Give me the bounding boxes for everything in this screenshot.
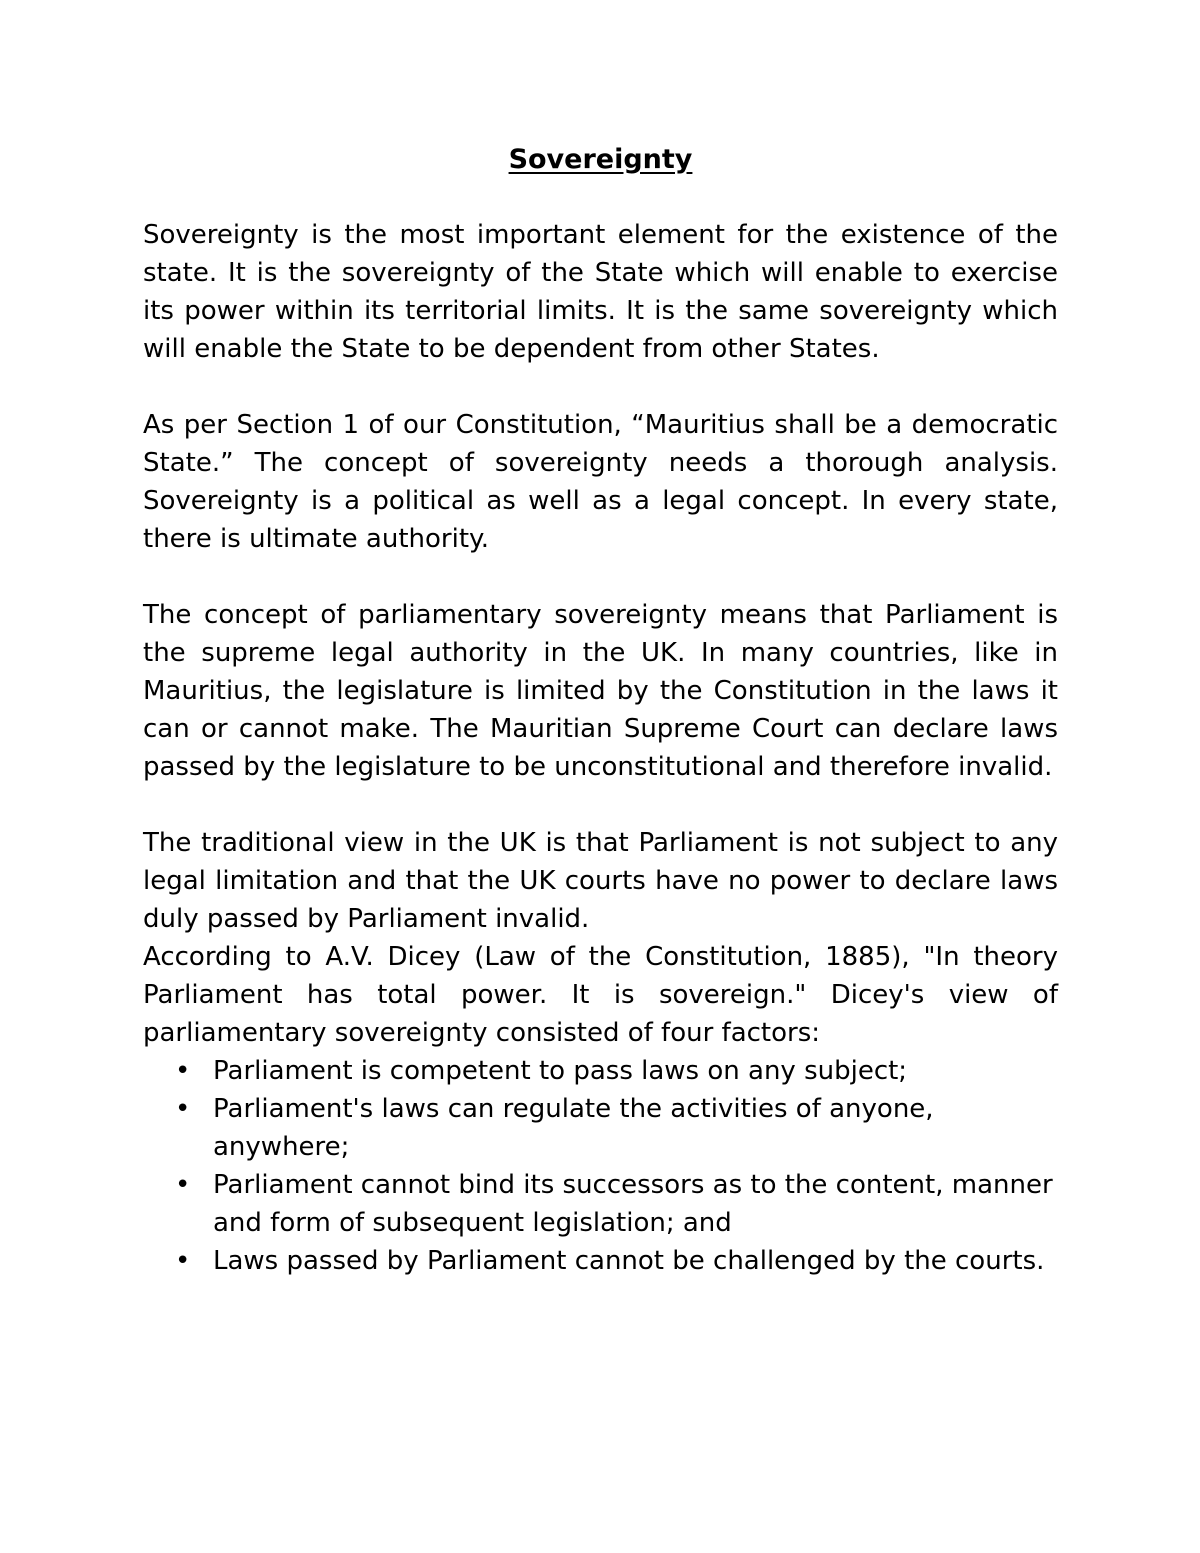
- list-item-text: Parliament cannot bind its successors as to the content, manner and form of subsequent legislation; and: [213, 1170, 1053, 1238]
- bullet-icon: •: [175, 1094, 191, 1124]
- list-item: [143, 1052, 1058, 1090]
- list-item-text: Parliament is competent to pass laws on any subject;: [213, 1056, 908, 1086]
- document-title: Sovereignty: [508, 144, 693, 175]
- dicey-factors-list: [143, 1052, 1058, 1280]
- paragraph-spacer: [143, 786, 1058, 824]
- paragraph-constitution: As per Section 1 of our Constitution, “Mauritius shall be a democratic State.” The concept of sovereignty needs a thorough analysis. Sovereignty is a political as well as a legal concept. In every state, there is ultimate authority.: [143, 410, 1058, 554]
- paragraph-spacer: [143, 558, 1058, 596]
- document-page: [143, 140, 1058, 1280]
- bullet-icon: •: [175, 1246, 191, 1276]
- list-item-text: Parliament's laws can regulate the activities of anyone, anywhere;: [213, 1094, 934, 1162]
- list-item: [143, 1242, 1058, 1280]
- bullet-icon: •: [175, 1170, 191, 1200]
- paragraph-spacer: [143, 368, 1058, 406]
- list-item: [143, 1090, 1058, 1166]
- bullet-icon: •: [175, 1056, 191, 1086]
- list-item-text: Laws passed by Parliament cannot be challenged by the courts.: [213, 1246, 1045, 1276]
- paragraph-dicey: According to A.V. Dicey (Law of the Constitution, 1885), "In theory Parliament has total power. It is sovereign." Dicey's view of parliamentary sovereignty consisted of four factors:: [143, 942, 1058, 1048]
- paragraph-definition: Sovereignty is the most important element for the existence of the state. It is the sovereignty of the State which will enable to exercise its power within its territorial limits. It is the same sovereignty which will enable the State to be dependent from other States.: [143, 220, 1058, 364]
- paragraph-traditional-view: The traditional view in the UK is that Parliament is not subject to any legal limitation and that the UK courts have no power to declare laws duly passed by Parliament invalid.: [143, 828, 1058, 934]
- paragraph-parliamentary-sovereignty: The concept of parliamentary sovereignty means that Parliament is the supreme legal authority in the UK. In many countries, like in Mauritius, the legislature is limited by the Constitution in the laws it can or cannot make. The Mauritian Supreme Court can declare laws passed by the legislature to be unconstitutional and therefore invalid.: [143, 600, 1058, 782]
- list-item: [143, 1166, 1058, 1242]
